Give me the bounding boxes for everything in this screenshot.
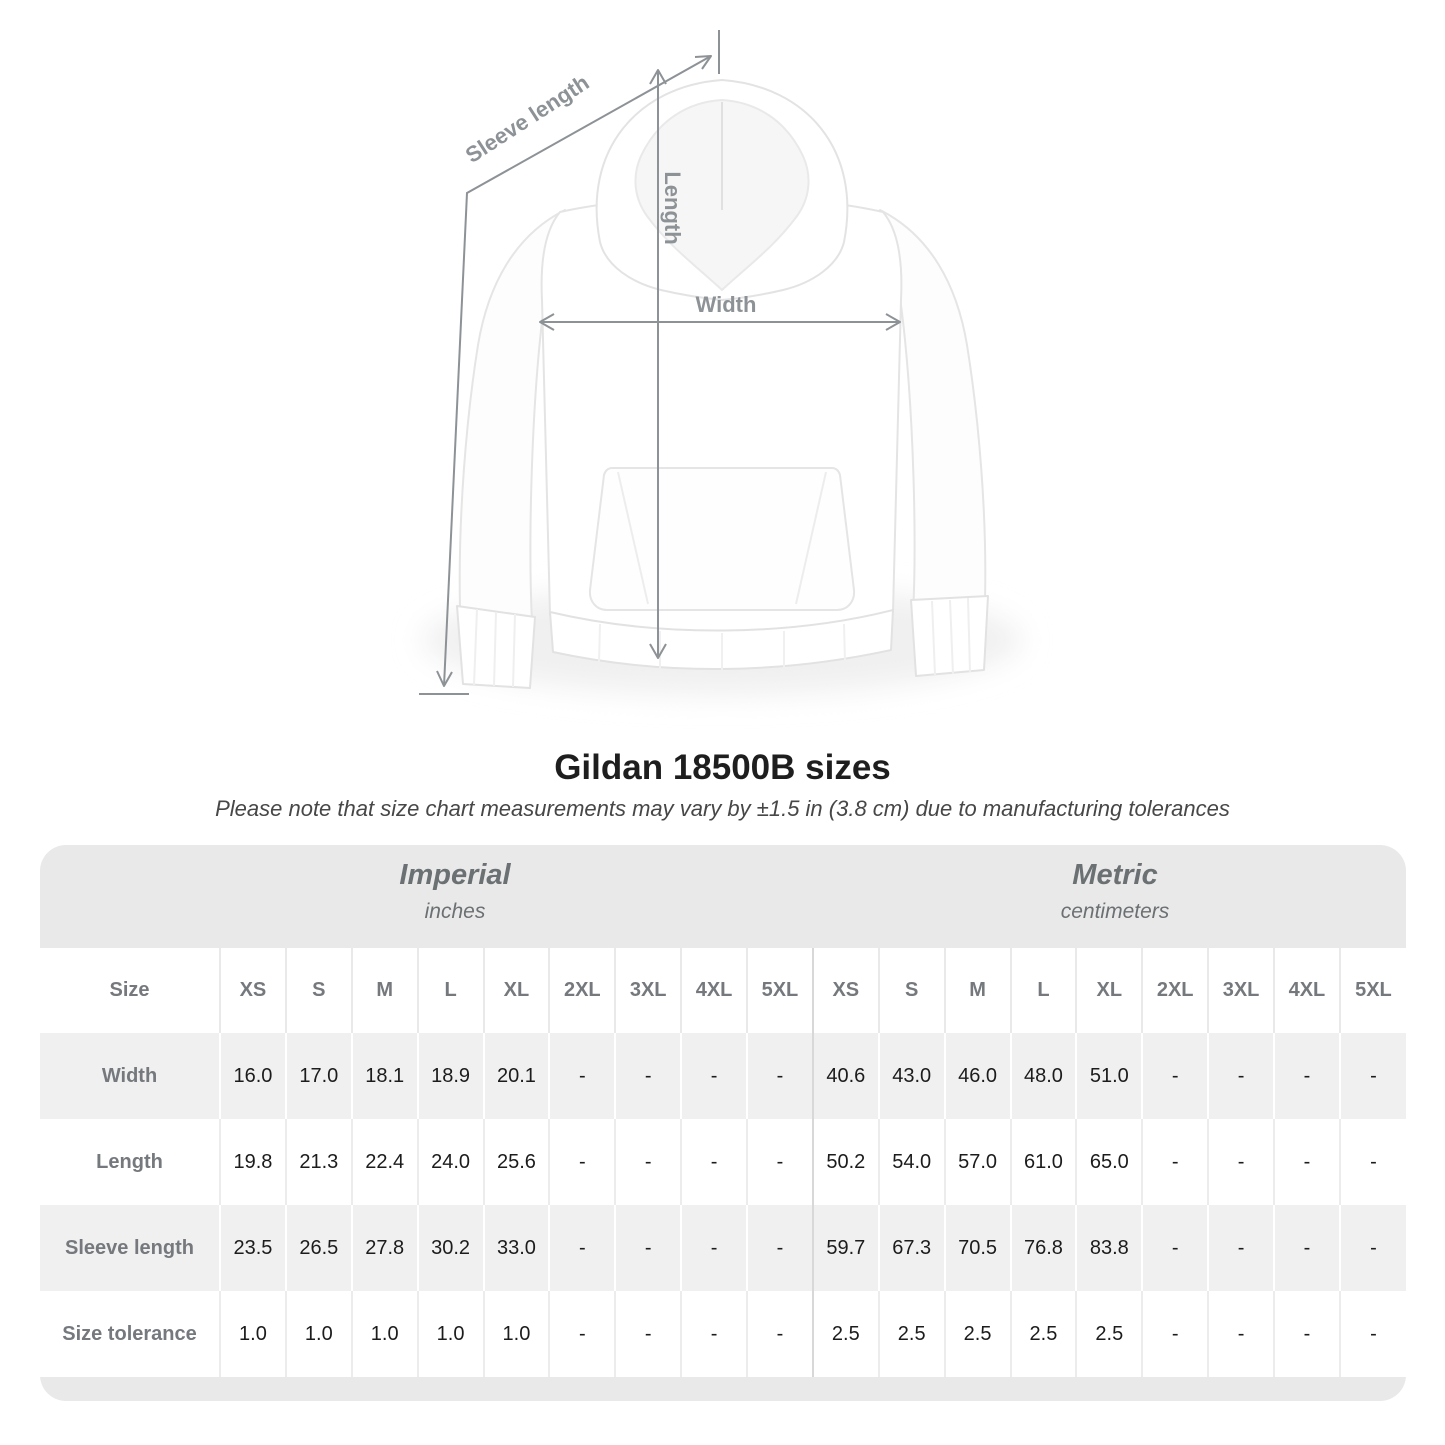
value-cell: 21.3 (286, 1119, 352, 1205)
size-col-header-metric-3xl: 3XL (1208, 948, 1274, 1033)
value-cell: 26.5 (286, 1205, 352, 1291)
imperial-group-header (399, 860, 510, 924)
value-cell: - (1274, 1205, 1340, 1291)
sleeve-length-label: Sleeve length (460, 69, 594, 168)
size-col-header-imperial-2xl: 2XL (549, 948, 615, 1033)
size-col-header-imperial-xl: XL (484, 948, 550, 1033)
value-cell: 27.8 (352, 1205, 418, 1291)
value-cell: - (615, 1119, 681, 1205)
size-col-header-imperial-s: S (286, 948, 352, 1033)
value-cell: - (1340, 1033, 1406, 1119)
value-cell: 23.5 (220, 1205, 286, 1291)
value-cell: - (1340, 1205, 1406, 1291)
value-cell: - (747, 1119, 813, 1205)
row-label: Sleeve length (40, 1205, 220, 1291)
metric-group-unit: centimeters (1060, 899, 1170, 923)
value-cell: 43.0 (879, 1033, 945, 1119)
value-cell: 20.1 (484, 1033, 550, 1119)
value-cell: - (1208, 1033, 1274, 1119)
value-cell: - (1142, 1291, 1208, 1377)
value-cell: 2.5 (945, 1291, 1011, 1377)
size-col-header-metric-m: M (945, 948, 1011, 1033)
size-col-header-imperial-4xl: 4XL (681, 948, 747, 1033)
size-header-row (40, 948, 1406, 1033)
size-col-header-metric-2xl: 2XL (1142, 948, 1208, 1033)
value-cell: - (681, 1033, 747, 1119)
imperial-group-name: Imperial (399, 859, 511, 891)
size-col-header-imperial-m: M (352, 948, 418, 1033)
value-cell: - (747, 1205, 813, 1291)
row-label: Width (40, 1033, 220, 1119)
value-cell: 1.0 (286, 1291, 352, 1377)
table-row (40, 1205, 1406, 1291)
value-cell: 1.0 (220, 1291, 286, 1377)
row-label: Size tolerance (62, 1322, 197, 1345)
value-cell: - (615, 1291, 681, 1377)
value-cell: - (1142, 1205, 1208, 1291)
value-cell: 48.0 (1011, 1033, 1077, 1119)
value-cell: - (747, 1291, 813, 1377)
size-col-header-metric-5xl: 5XL (1340, 948, 1406, 1033)
size-table (40, 948, 1406, 1377)
value-cell: 18.9 (418, 1033, 484, 1119)
size-col-header-metric-s: S (879, 948, 945, 1033)
value-cell: - (549, 1291, 615, 1377)
value-cell: - (747, 1033, 813, 1119)
table-row (40, 1033, 1406, 1119)
size-table-body (40, 1033, 1406, 1377)
footer-band (40, 1377, 1406, 1401)
value-cell: 33.0 (484, 1205, 550, 1291)
value-cell: - (1274, 1119, 1340, 1205)
size-col-header-imperial-xs: XS (220, 948, 286, 1033)
value-cell: 1.0 (418, 1291, 484, 1377)
kangaroo-pocket (590, 468, 854, 610)
size-col-header-imperial-5xl: 5XL (747, 948, 813, 1033)
unit-band (40, 845, 1406, 948)
value-cell: 19.8 (220, 1119, 286, 1205)
page-title: Gildan 18500B sizes (554, 748, 891, 787)
value-cell: 76.8 (1011, 1205, 1077, 1291)
value-cell: - (1274, 1033, 1340, 1119)
metric-group-header (1061, 860, 1170, 924)
value-cell: 1.0 (352, 1291, 418, 1377)
value-cell: 2.5 (813, 1291, 879, 1377)
value-cell: - (549, 1033, 615, 1119)
value-cell: 1.0 (484, 1291, 550, 1377)
value-cell: 70.5 (945, 1205, 1011, 1291)
value-cell: 54.0 (879, 1119, 945, 1205)
value-cell: 2.5 (879, 1291, 945, 1377)
size-header-label: Size (109, 979, 150, 1001)
value-cell: 83.8 (1076, 1205, 1142, 1291)
value-cell: - (549, 1205, 615, 1291)
value-cell: 51.0 (1076, 1033, 1142, 1119)
value-cell: 67.3 (879, 1205, 945, 1291)
size-chart-card (40, 845, 1406, 1401)
value-cell: - (1142, 1033, 1208, 1119)
value-cell: 59.7 (813, 1205, 879, 1291)
value-cell: 65.0 (1076, 1119, 1142, 1205)
size-col-header-imperial-3xl: 3XL (615, 948, 681, 1033)
page-subtitle: Please note that size chart measurements may vary by ±1.5 in (3.8 cm) due to manufacturing tolerances (215, 796, 1230, 821)
value-cell: - (1142, 1119, 1208, 1205)
value-cell: 2.5 (1076, 1291, 1142, 1377)
size-col-header-metric-xs: XS (813, 948, 879, 1033)
value-cell: - (1340, 1119, 1406, 1205)
value-cell: 57.0 (945, 1119, 1011, 1205)
value-cell: 18.1 (352, 1033, 418, 1119)
value-cell: - (1340, 1291, 1406, 1377)
value-cell: 24.0 (418, 1119, 484, 1205)
value-cell: - (1274, 1291, 1340, 1377)
value-cell: 16.0 (220, 1033, 286, 1119)
table-row (40, 1119, 1406, 1205)
value-cell: 61.0 (1011, 1119, 1077, 1205)
title-block (0, 748, 1445, 822)
value-cell: 22.4 (352, 1119, 418, 1205)
value-cell: - (681, 1205, 747, 1291)
value-cell: 17.0 (286, 1033, 352, 1119)
value-cell: 46.0 (945, 1033, 1011, 1119)
value-cell: - (615, 1205, 681, 1291)
value-cell: 2.5 (1011, 1291, 1077, 1377)
value-cell: 30.2 (418, 1205, 484, 1291)
value-cell: - (1208, 1119, 1274, 1205)
value-cell: - (681, 1119, 747, 1205)
size-col-header-imperial-l: L (418, 948, 484, 1033)
size-col-header-metric-l: L (1011, 948, 1077, 1033)
length-label: Length (660, 171, 685, 245)
value-cell: - (615, 1033, 681, 1119)
value-cell: - (1208, 1205, 1274, 1291)
value-cell: - (549, 1119, 615, 1205)
size-col-header-metric-xl: XL (1076, 948, 1142, 1033)
value-cell: - (1208, 1291, 1274, 1377)
value-cell: 50.2 (813, 1119, 879, 1205)
table-row (40, 1291, 1406, 1377)
metric-group-name: Metric (1072, 859, 1158, 891)
value-cell: - (681, 1291, 747, 1377)
value-cell: 25.6 (484, 1119, 550, 1205)
size-col-header-metric-4xl: 4XL (1274, 948, 1340, 1033)
imperial-group-unit: inches (424, 899, 486, 923)
width-label: Width (695, 292, 757, 317)
value-cell: 40.6 (813, 1033, 879, 1119)
row-label: Length (96, 1150, 163, 1173)
